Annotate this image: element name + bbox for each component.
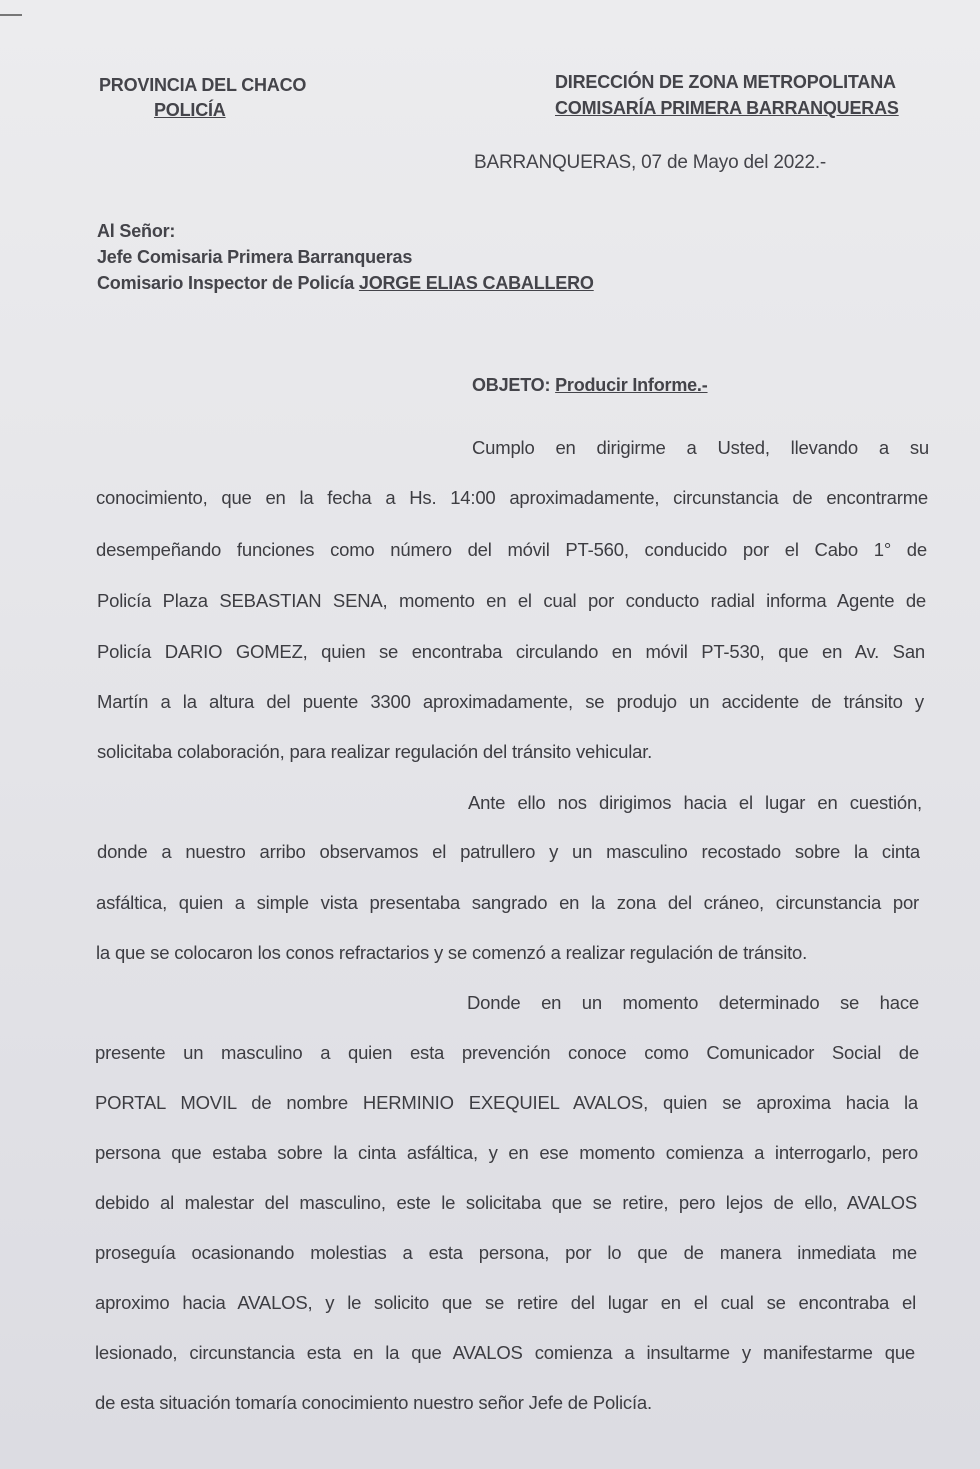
body-line: presente un masculino a quien esta prevención conoce como Comunicador Social de: [95, 1042, 919, 1063]
body-line: persona que estaba sobre la cinta asfáltica, y en ese momento comienza a interrogarlo, pero: [95, 1142, 918, 1163]
body-line: asfáltica, quien a simple vista presentaba sangrado en la zona del cráneo, circunstancia por: [96, 892, 919, 913]
header-comisaria: COMISARÍA PRIMERA BARRANQUERAS: [555, 98, 899, 118]
body-line: la que se colocaron los conos refractarios y se comenzó a realizar regulación de tránsito.: [96, 942, 808, 963]
header-police: POLICÍA: [154, 100, 226, 120]
recipient-rank: [97, 271, 594, 295]
recipient-title: Jefe Comisaria Primera Barranqueras: [97, 247, 413, 267]
body-line: PORTAL MOVIL de nombre HERMINIO EXEQUIEL AVALOS, quien se aproxima hacia la: [95, 1092, 918, 1113]
body-line: conocimiento, que en la fecha a Hs. 14:00 aproximadamente, circunstancia de encontrarme: [96, 487, 928, 508]
body-line: donde a nuestro arribo observamos el patrullero y un masculino recostado sobre la cinta: [97, 841, 920, 862]
recipient-rank-prefix: Comisario Inspector de Policía: [97, 273, 355, 293]
body-line: Policía DARIO GOMEZ, quien se encontraba circulando en móvil PT-530, que en Av. San: [97, 641, 925, 662]
body-line: Cumplo en dirigirme a Usted, llevando a su: [472, 437, 929, 458]
header-direction: DIRECCIÓN DE ZONA METROPOLITANA: [555, 72, 896, 92]
body-line: solicitaba colaboración, para realizar regulación del tránsito vehicular.: [97, 741, 653, 762]
subject-label: OBJETO:: [472, 375, 551, 395]
subject-value: Producir Informe.-: [555, 375, 708, 395]
body-line: de esta situación tomaría conocimiento nuestro señor Jefe de Policía.: [95, 1392, 652, 1413]
body-line: proseguía ocasionando molestias a esta persona, por lo que de manera inmediata me: [95, 1242, 917, 1263]
recipient-name: JORGE ELIAS CABALLERO: [358, 273, 594, 293]
body-line: aproximo hacia AVALOS, y le solicito que se retire del lugar en el cual se encontraba el: [95, 1292, 916, 1313]
body-line: debido al malestar del masculino, este le solicitaba que se retire, pero lejos de ello, AVALOS: [95, 1192, 917, 1213]
recipient-salutation: Al Señor:: [97, 221, 176, 241]
body-line: Policía Plaza SEBASTIAN SENA, momento en el cual por conducto radial informa Agente de: [97, 590, 926, 611]
document-date: BARRANQUERAS, 07 de Mayo del 2022.-: [474, 152, 827, 173]
subject-line: [472, 373, 708, 397]
body-line: desempeñando funciones como número del móvil PT-560, conducido por el Cabo 1° de: [96, 539, 927, 560]
body-line: Ante ello nos dirigimos hacia el lugar en cuestión,: [468, 792, 922, 813]
scan-mark: [0, 14, 22, 16]
header-province: PROVINCIA DEL CHACO: [99, 75, 307, 95]
body-line: Donde en un momento determinado se hace: [467, 992, 919, 1013]
body-line: lesionado, circunstancia esta en la que AVALOS comienza a insultarme y manifestarme que: [95, 1342, 915, 1363]
body-line: Martín a la altura del puente 3300 aproximadamente, se produjo un accidente de tránsito y: [97, 691, 924, 712]
